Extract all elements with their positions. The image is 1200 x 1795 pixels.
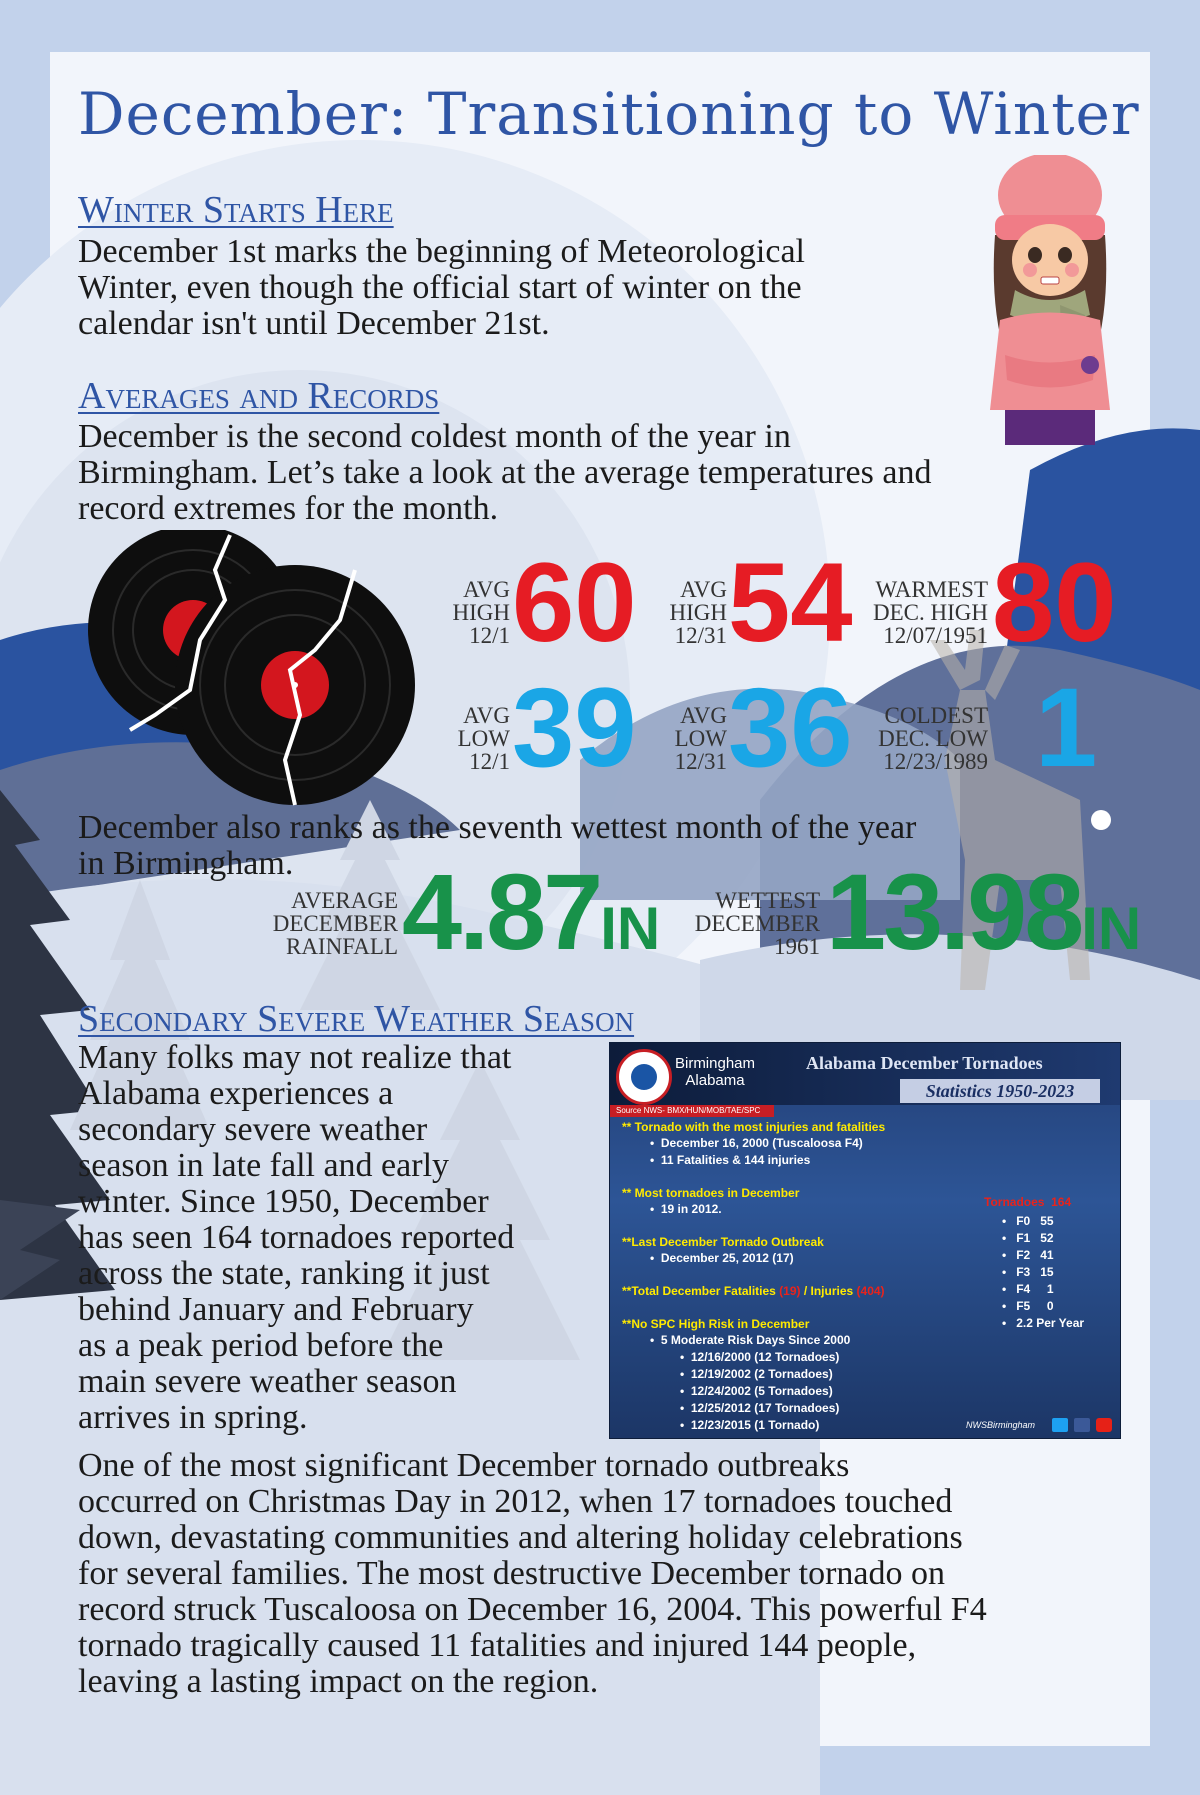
section-heading-severe-weather: Secondary Severe Weather Season: [78, 998, 635, 1040]
winter-starts-paragraph: [78, 234, 958, 342]
fscale-row: • F1 52: [1002, 1231, 1054, 1245]
warmest-value: 80: [992, 540, 1117, 665]
avg-low-2-value: 36: [728, 665, 853, 790]
avg-rainfall-label: [240, 889, 398, 958]
paragraph-line: One of the most significant December tornado outbreaks: [78, 1447, 850, 1484]
bullet-text: December 25, 2012 (17): [660, 1251, 794, 1265]
fscale-rating: F5: [1016, 1299, 1031, 1313]
label-line: HIGH: [669, 600, 727, 625]
tornado-total-heading: Tornadoes 164: [984, 1195, 1072, 1209]
section-heading-averages-records: Averages and Records: [78, 375, 440, 417]
averages-paragraph: [78, 419, 1078, 527]
slide-title: Alabama December Tornadoes: [806, 1053, 1043, 1073]
label-line: COLDEST: [884, 703, 988, 728]
fscale-row: • F2 41: [1002, 1248, 1054, 1262]
paragraph-line: Many folks may not realize that: [78, 1039, 512, 1076]
fscale-count: 15: [1040, 1265, 1054, 1279]
paragraph-line: secondary severe weather: [78, 1111, 428, 1148]
twitter-icon: [1052, 1418, 1068, 1432]
paragraph-line: winter. Since 1950, December: [78, 1183, 489, 1220]
paragraph-line: December also ranks as the seventh wettest month of the year: [78, 809, 917, 846]
injuries-count: (404): [856, 1284, 885, 1298]
warmest-label: [860, 578, 988, 647]
bullet-last-outbreak: **Last December Tornado Outbreak: [622, 1235, 824, 1249]
paragraph-line: season in late fall and early: [78, 1147, 450, 1184]
label-line: 12/1: [469, 749, 510, 774]
bullet-most-injuries: ** Tornado with the most injuries and fatalities: [622, 1120, 886, 1134]
label-line: 12/23/1989: [883, 749, 988, 774]
slide-source: Source NWS- BMX/HUN/MOB/TAE/SPC: [610, 1105, 774, 1117]
fscale-rating: F4: [1016, 1282, 1031, 1296]
fatalities-count: (19): [779, 1284, 801, 1298]
rainfall-unit: IN: [1081, 895, 1142, 962]
paragraph-line: leaving a lasting impact on the region.: [78, 1663, 599, 1700]
risk-day-item: • 12/19/2002 (2 Tornadoes): [680, 1367, 833, 1381]
bullet-total-fatalities: [622, 1284, 885, 1298]
paragraph-line: record struck Tuscaloosa on December 16, 2004. This powerful F4: [78, 1591, 987, 1628]
office-name: [670, 1055, 760, 1089]
fscale-row: • F3 15: [1002, 1265, 1054, 1279]
wettest-december-value: [826, 851, 1142, 972]
severe-weather-paragraph: [78, 1040, 608, 1436]
label-line: AVG: [680, 703, 727, 728]
paragraph-line: Alabama experiences a: [78, 1075, 394, 1112]
paragraph-line: as a peak period before the: [78, 1327, 444, 1364]
avg-high-2-value: 54: [728, 540, 853, 665]
risk-day-item: • 12/16/2000 (12 Tornadoes): [680, 1350, 840, 1364]
paragraph-line: tornado tragically caused 11 fatalities and injured 144 people,: [78, 1627, 917, 1664]
avg-low-1-label: [440, 704, 510, 773]
slide-footer-handle: NWSBirmingham: [966, 1420, 1036, 1430]
rainfall-number: 13.98: [826, 851, 1082, 972]
per-year-text: 2.2 Per Year: [1016, 1316, 1085, 1330]
closing-paragraph: [78, 1448, 1138, 1700]
fscale-row: • F4 1: [1002, 1282, 1054, 1296]
facebook-icon: [1074, 1418, 1090, 1432]
bullet-text: 11 Fatalities & 144 injuries: [660, 1153, 811, 1167]
bullet-text: 5 Moderate Risk Days Since 2000: [660, 1333, 851, 1347]
bullet-text: 12/16/2000 (12 Tornadoes): [690, 1350, 840, 1364]
section-heading-winter-starts: Winter Starts Here: [78, 189, 394, 231]
rainfall-unit: IN: [600, 895, 661, 962]
avg-low-2-label: [655, 704, 727, 773]
fscale-rating: F1: [1016, 1231, 1031, 1245]
label-line: AVERAGE: [291, 888, 398, 913]
bullet-most-injuries-date: • December 16, 2000 (Tuscaloosa F4): [650, 1136, 863, 1150]
bullet-most-tornadoes-year: • 19 in 2012.: [650, 1202, 722, 1216]
label-line: LOW: [457, 726, 510, 751]
paragraph-line: occurred on Christmas Day in 2012, when 17 tornadoes touched: [78, 1483, 953, 1520]
label-line: 12/07/1951: [883, 623, 988, 648]
fscale-count: 1: [1046, 1282, 1054, 1296]
risk-day-item: • 12/25/2012 (17 Tornadoes): [680, 1401, 840, 1415]
tornado-statistics-slide: [609, 1042, 1121, 1439]
bullet-no-high-risk: **No SPC High Risk in December: [622, 1317, 810, 1331]
office-line: Birmingham: [674, 1055, 756, 1072]
fscale-count: 0: [1046, 1299, 1054, 1313]
label-line: DEC. HIGH: [873, 600, 988, 625]
bullet-text: December 16, 2000 (Tuscaloosa F4): [660, 1136, 863, 1150]
fscale-count: 55: [1040, 1214, 1054, 1228]
label-line: 12/31: [674, 749, 727, 774]
paragraph-line: has seen 164 tornadoes reported: [78, 1219, 515, 1256]
paragraph-line: main severe weather season: [78, 1363, 457, 1400]
bullet-text: **Total December Fatalities: [622, 1284, 780, 1298]
bullet-moderate-risk: • 5 Moderate Risk Days Since 2000: [650, 1333, 851, 1347]
bullet-text: 12/23/2015 (1 Tornado): [690, 1418, 820, 1432]
avg-high-1-value: 60: [512, 540, 637, 665]
paragraph-line: record extremes for the month.: [78, 490, 499, 527]
label-line: 1961: [774, 934, 820, 959]
page-title: December: Transitioning to Winter: [78, 80, 1140, 148]
avg-high-1-label: [440, 578, 510, 647]
paragraph-line: arrives in spring.: [78, 1399, 308, 1436]
label-line: 12/1: [469, 623, 510, 648]
paragraph-line: behind January and February: [78, 1291, 474, 1328]
fscale-row: • F0 55: [1002, 1214, 1054, 1228]
bullet-most-tornadoes: ** Most tornadoes in December: [622, 1186, 800, 1200]
office-line: Alabama: [685, 1072, 745, 1089]
fscale-row: • 2.2 Per Year: [1002, 1316, 1085, 1330]
risk-day-item: • 12/23/2015 (1 Tornado): [680, 1418, 820, 1432]
bullet-most-injuries-count: • 11 Fatalities & 144 injuries: [650, 1153, 811, 1167]
avg-low-1-value: 39: [512, 665, 637, 790]
risk-day-item: • 12/24/2002 (5 Tornadoes): [680, 1384, 833, 1398]
label-line: WARMEST: [875, 577, 988, 602]
bullet-text: 12/25/2012 (17 Tornadoes): [690, 1401, 840, 1415]
fscale-row: • F5 0: [1002, 1299, 1054, 1313]
label-line: AVG: [463, 703, 510, 728]
fscale-rating: F3: [1016, 1265, 1031, 1279]
fscale-rating: F2: [1016, 1248, 1031, 1262]
paragraph-line: for several families. The most destructive December tornado on: [78, 1555, 946, 1592]
label-line: 12/31: [674, 623, 727, 648]
youtube-icon: [1096, 1418, 1112, 1432]
fscale-rating: F0: [1016, 1214, 1031, 1228]
paragraph-line: Birmingham. Let’s take a look at the average temperatures and: [78, 454, 932, 491]
label-line: RAINFALL: [285, 934, 398, 959]
label-line: AVG: [463, 577, 510, 602]
broken-records-illustration: [75, 530, 455, 810]
fscale-list: [1002, 1213, 1084, 1332]
paragraph-line: across the state, ranking it just: [78, 1255, 490, 1292]
fscale-count: 52: [1040, 1231, 1054, 1245]
wettest-december-label: [660, 889, 820, 958]
label-line: DECEMBER: [694, 911, 820, 936]
label-line: WETTEST: [715, 888, 820, 913]
coldest-value: 1: [1035, 665, 1098, 790]
paragraph-line: calendar isn't until December 21st.: [78, 305, 550, 342]
bullet-text: 12/19/2002 (2 Tornadoes): [690, 1367, 833, 1381]
coldest-label: [860, 704, 988, 773]
cold-girl-illustration: [975, 155, 1125, 455]
rainfall-number: 4.87: [402, 851, 601, 972]
bullet-text: / Injuries: [800, 1284, 857, 1298]
avg-high-2-label: [655, 578, 727, 647]
fscale-count: 41: [1040, 1248, 1054, 1262]
bullet-text: 19 in 2012.: [660, 1202, 722, 1216]
label-line: AVG: [680, 577, 727, 602]
paragraph-line: down, devastating communities and altering holiday celebrations: [78, 1519, 963, 1556]
label-line: DEC. LOW: [878, 726, 988, 751]
paragraph-line: December 1st marks the beginning of Meteorological: [78, 233, 805, 270]
paragraph-line: December is the second coldest month of the year in: [78, 418, 791, 455]
label-line: LOW: [674, 726, 727, 751]
label-line: DECEMBER: [272, 911, 398, 936]
bullet-last-outbreak-date: • December 25, 2012 (17): [650, 1251, 794, 1265]
label-line: HIGH: [452, 600, 510, 625]
paragraph-line: in Birmingham.: [78, 845, 294, 882]
paragraph-line: Winter, even though the official start of winter on the: [78, 269, 802, 306]
slide-subtitle: Statistics 1950-2023: [900, 1079, 1100, 1103]
bullet-text: 12/24/2002 (5 Tornadoes): [690, 1384, 833, 1398]
nws-logo-icon: [616, 1049, 672, 1105]
avg-rainfall-value: [402, 851, 661, 972]
